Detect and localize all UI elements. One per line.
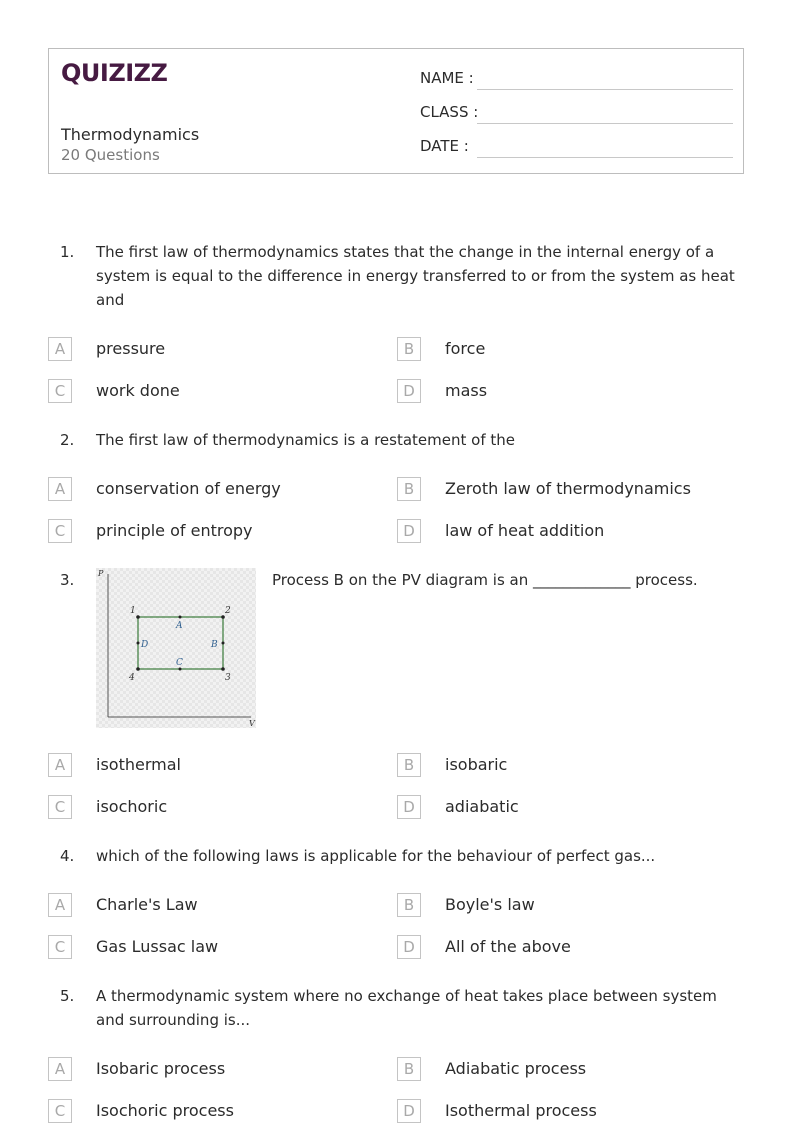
option-b-box[interactable]: B [397, 753, 421, 777]
worksheet-title: Thermodynamics [61, 125, 200, 144]
option-a-text: isothermal [96, 755, 181, 774]
option-d-text: mass [445, 381, 488, 400]
question-text: The first law of thermodynamics is a restatement of the [96, 431, 515, 449]
option-d-text: Isothermal process [445, 1101, 597, 1120]
question-text: The first law of thermodynamics states that the change in the internal energy of a system is equal to the difference in energy transferred to or from the system as heat and [96, 243, 735, 309]
option-d-box[interactable]: D [397, 935, 421, 959]
side-a-point [179, 616, 182, 619]
option-b-text: force [445, 339, 486, 358]
option-c-text: work done [96, 381, 180, 400]
option-a-text: Isobaric process [96, 1059, 226, 1078]
side-a-label: A [176, 621, 183, 631]
option-a-text: conservation of energy [96, 479, 281, 498]
option-a-text: Charle's Law [96, 895, 198, 914]
option-b-text: Zeroth law of thermodynamics [445, 479, 691, 498]
option-c-box[interactable]: C [48, 795, 72, 819]
question-number: 3. [60, 571, 75, 589]
diagram-background [96, 568, 256, 728]
v-axis-label: V [249, 719, 255, 728]
option-b-text: Boyle's law [445, 895, 535, 914]
question-text: which of the following laws is applicable for the behaviour of perfect gas... [96, 847, 656, 865]
option-a-box[interactable]: A [48, 1057, 72, 1081]
option-b-box[interactable]: B [397, 1057, 421, 1081]
side-b-point [222, 642, 225, 645]
option-b-text: Adiabatic process [445, 1059, 587, 1078]
question-number: 1. [60, 243, 75, 261]
option-d-box[interactable]: D [397, 795, 421, 819]
option-c-box[interactable]: C [48, 935, 72, 959]
option-c-text: Gas Lussac law [96, 937, 219, 956]
quizizz-logo: QUIZIZZ [61, 59, 168, 87]
side-d-label: D [141, 640, 149, 650]
option-c-text: Isochoric process [96, 1101, 234, 1120]
corner-1-point [136, 615, 140, 619]
option-a-box[interactable]: A [48, 893, 72, 917]
option-c-box[interactable]: C [48, 1099, 72, 1123]
pv-diagram-svg [96, 568, 256, 728]
corner-4-point [136, 667, 140, 671]
option-d-text: law of heat addition [445, 521, 605, 540]
option-d-text: All of the above [445, 937, 571, 956]
date-label: DATE : [420, 137, 469, 155]
option-d-box[interactable]: D [397, 1099, 421, 1123]
corner-1-label: 1 [130, 606, 136, 616]
question-number: 2. [60, 431, 75, 449]
option-a-text: pressure [96, 339, 166, 358]
option-d-box[interactable]: D [397, 519, 421, 543]
side-b-label: B [211, 640, 218, 650]
option-c-text: principle of entropy [96, 521, 253, 540]
date-line [477, 157, 733, 158]
name-line [477, 89, 733, 90]
option-c-text: isochoric [96, 797, 168, 816]
class-label: CLASS : [420, 103, 479, 121]
option-b-box[interactable]: B [397, 337, 421, 361]
option-a-box[interactable]: A [48, 753, 72, 777]
option-b-box[interactable]: B [397, 893, 421, 917]
option-a-box[interactable]: A [48, 337, 72, 361]
option-a-box[interactable]: A [48, 477, 72, 501]
corner-3-label: 3 [225, 673, 231, 683]
question-number: 5. [60, 987, 75, 1005]
pv-diagram [96, 568, 256, 728]
corner-2-label: 2 [225, 606, 231, 616]
question-text: A thermodynamic system where no exchange of heat takes place between system and surrounding is... [96, 987, 717, 1029]
name-label: NAME : [420, 69, 474, 87]
question-count: 20 Questions [61, 146, 160, 164]
side-c-label: C [176, 658, 183, 668]
class-line [477, 123, 733, 124]
option-d-text: adiabatic [445, 797, 519, 816]
corner-4-label: 4 [129, 673, 135, 683]
option-d-box[interactable]: D [397, 379, 421, 403]
option-b-box[interactable]: B [397, 477, 421, 501]
side-d-point [137, 642, 140, 645]
question-text: Process B on the PV diagram is an _____________ process. [272, 571, 698, 589]
option-c-box[interactable]: C [48, 519, 72, 543]
worksheet-header [48, 48, 744, 174]
corner-3-point [221, 667, 225, 671]
question-number: 4. [60, 847, 75, 865]
option-b-text: isobaric [445, 755, 508, 774]
p-axis-label: P [98, 569, 104, 578]
option-c-box[interactable]: C [48, 379, 72, 403]
